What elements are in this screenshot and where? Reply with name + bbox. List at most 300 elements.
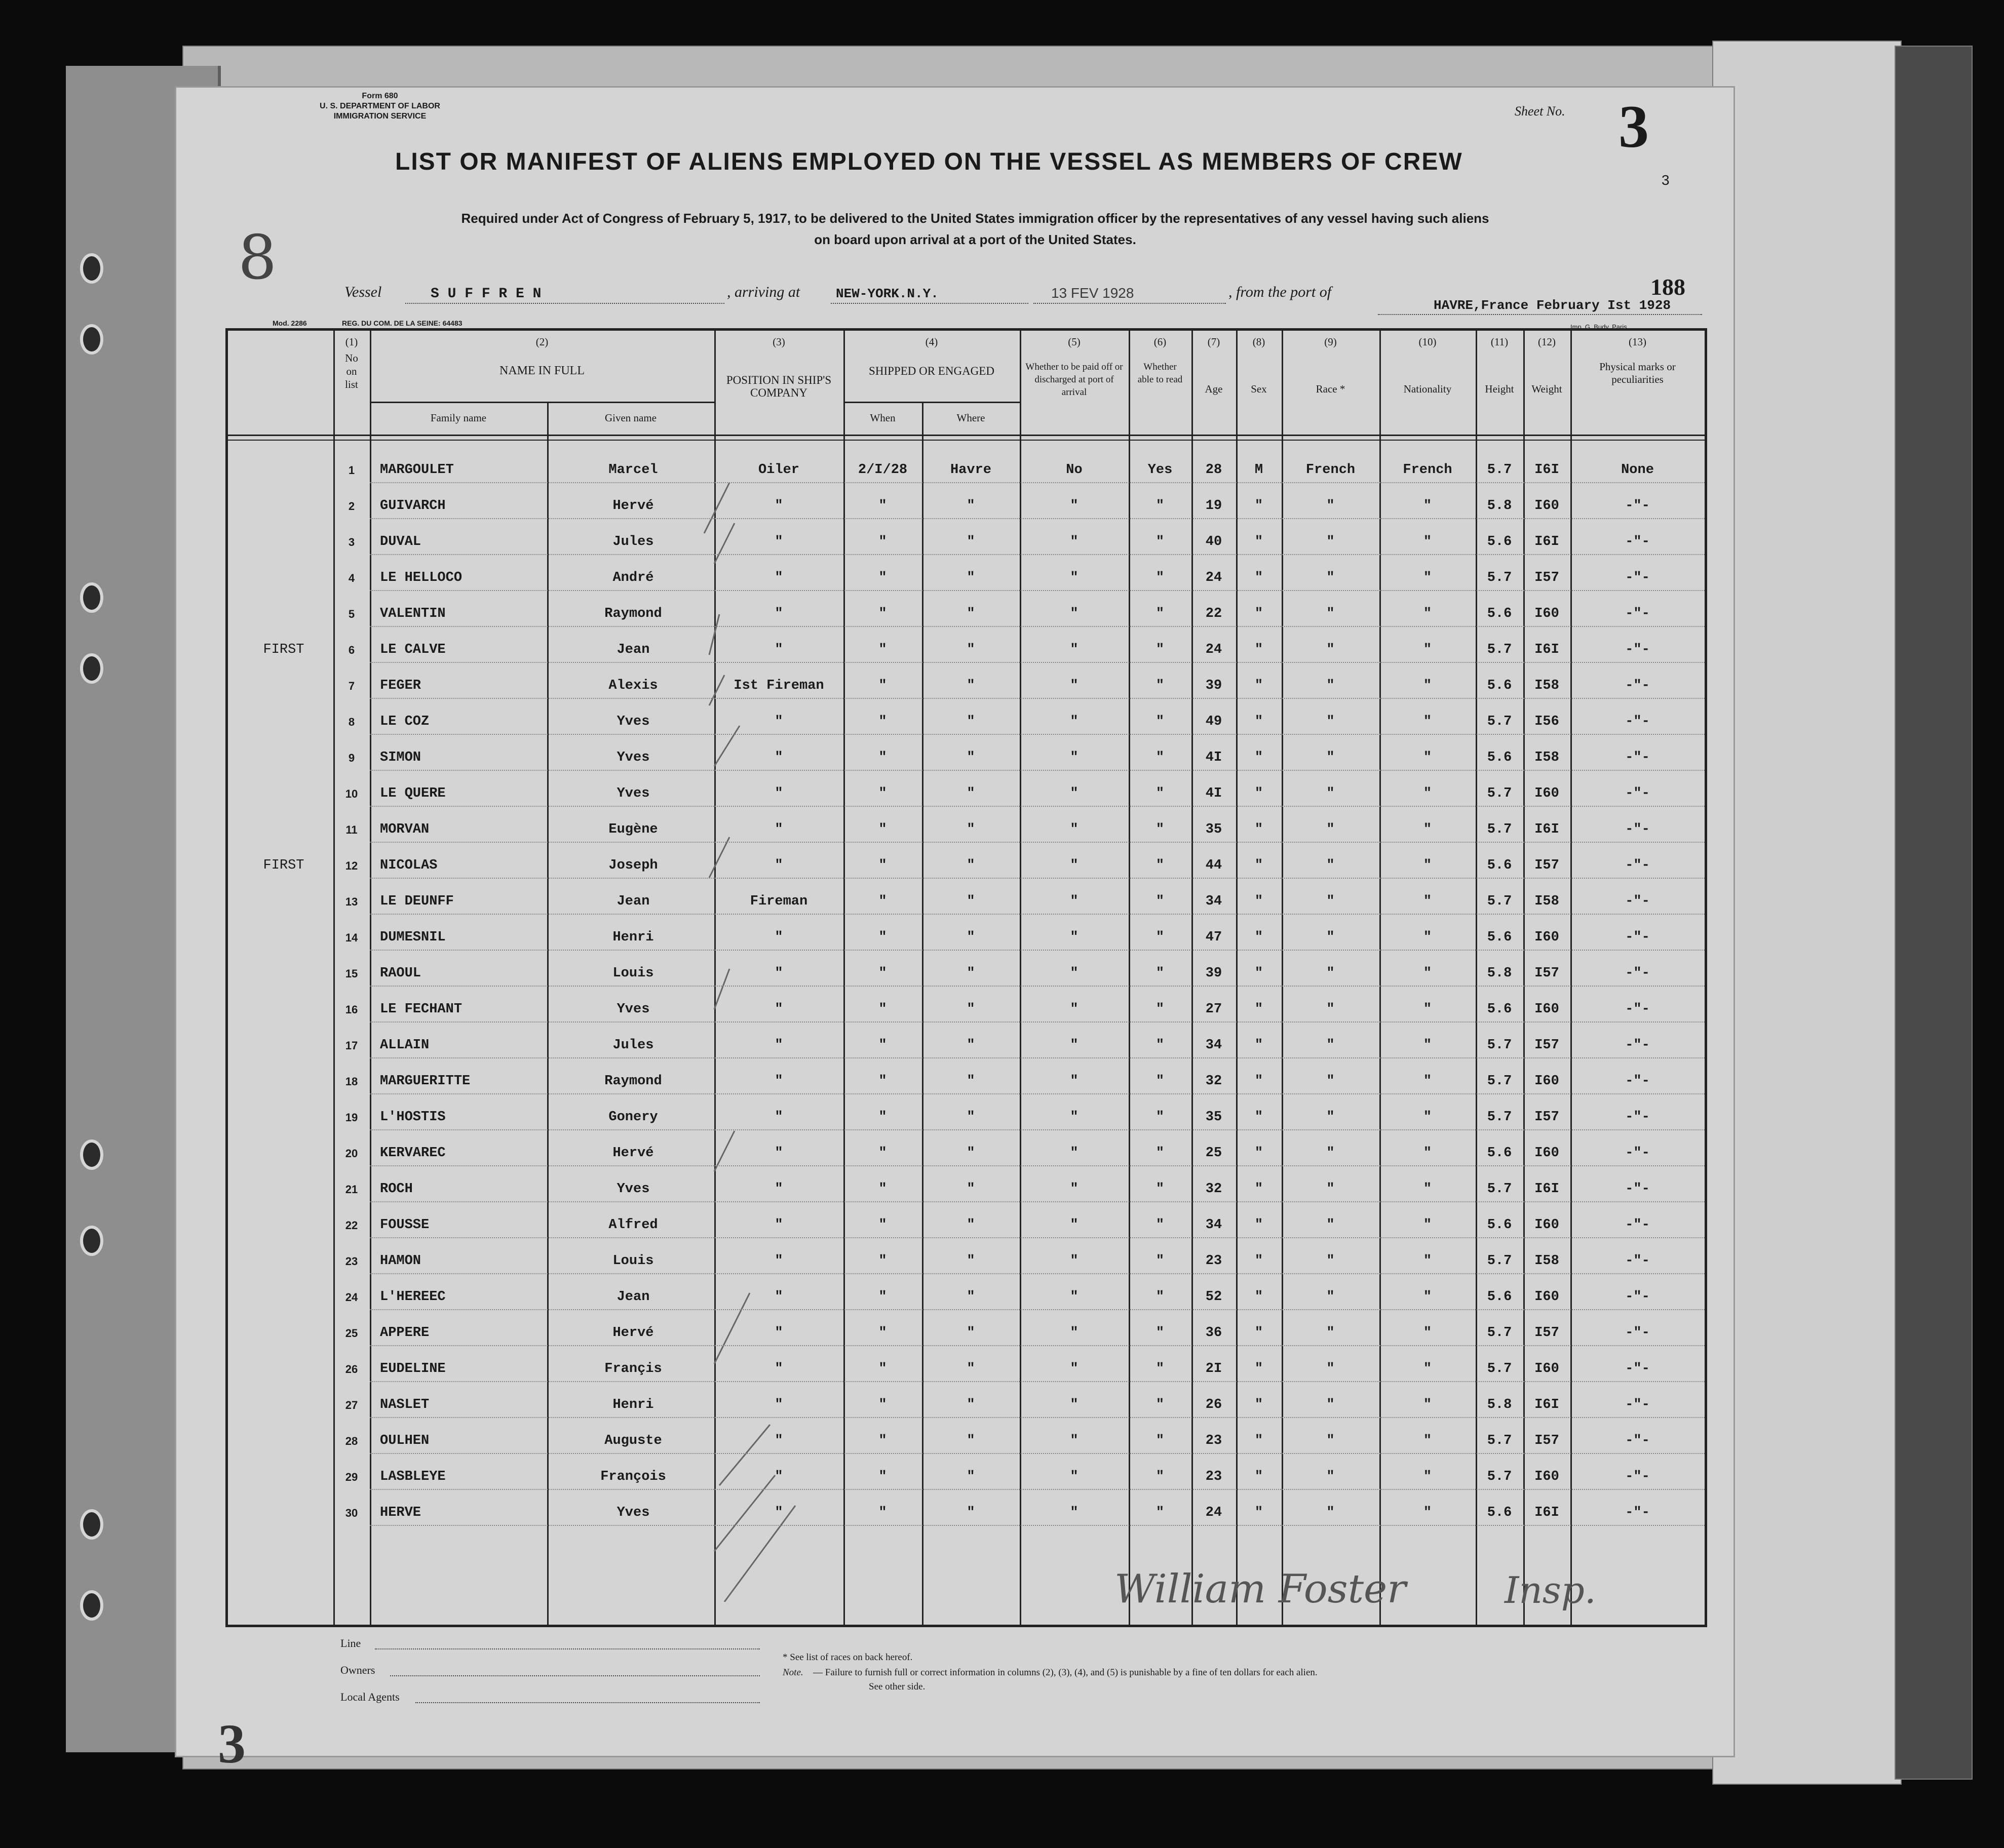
binder-hole xyxy=(80,324,103,355)
sex: " xyxy=(1254,1361,1263,1377)
sex: " xyxy=(1254,1325,1263,1341)
arrival-date-stamp: 13 FEV 1928 xyxy=(1051,285,1134,301)
weight: I6I xyxy=(1534,1505,1559,1520)
given-name: Louis xyxy=(612,966,654,981)
col-4-label: SHIPPED OR ENGAGED xyxy=(869,365,994,377)
row-dotted-rule xyxy=(370,805,1705,807)
paid-off: " xyxy=(1070,498,1078,514)
col-6-label: Whether able to read xyxy=(1137,362,1183,385)
col-12-header xyxy=(1523,336,1570,396)
age: 39 xyxy=(1205,966,1222,981)
sex: M xyxy=(1254,462,1263,478)
margin-note xyxy=(238,524,329,560)
row-dotted-rule xyxy=(370,589,1705,591)
height: 5.6 xyxy=(1487,606,1512,621)
binder-hole xyxy=(80,582,103,613)
age: 35 xyxy=(1205,822,1222,837)
col-10-number: (10) xyxy=(1418,336,1437,348)
physical-marks: -"- xyxy=(1625,1505,1650,1520)
shipped-when: " xyxy=(878,642,887,657)
race: " xyxy=(1326,858,1335,873)
physical-marks: -"- xyxy=(1625,606,1650,621)
table-row xyxy=(228,452,1705,488)
header-rule xyxy=(370,402,714,403)
race: " xyxy=(1326,1146,1335,1161)
physical-marks: -"- xyxy=(1625,570,1650,585)
shipped-when: " xyxy=(878,1110,887,1125)
nationality: " xyxy=(1423,606,1432,621)
position: " xyxy=(775,1038,783,1053)
row-dotted-rule xyxy=(370,1056,1705,1058)
margin-note xyxy=(238,452,329,488)
able-to-read: " xyxy=(1155,1325,1165,1341)
shipped-when: " xyxy=(878,570,887,585)
able-to-read: " xyxy=(1155,1110,1165,1125)
sex: " xyxy=(1254,714,1263,729)
binder-hole xyxy=(80,1590,103,1621)
weight: I6I xyxy=(1534,1397,1559,1412)
physical-marks: -"- xyxy=(1625,1253,1650,1269)
height: 5.7 xyxy=(1487,462,1512,478)
row-number: 13 xyxy=(345,895,358,908)
height: 5.6 xyxy=(1487,1217,1512,1233)
paid-off: " xyxy=(1070,894,1078,909)
height: 5.7 xyxy=(1487,1325,1512,1341)
margin-note xyxy=(238,1423,329,1459)
row-dotted-rule xyxy=(370,1452,1705,1454)
col-4b-header: Where xyxy=(956,412,985,424)
owners-dotted xyxy=(390,1675,760,1676)
port-dotted-line xyxy=(1378,314,1702,315)
margin-note xyxy=(238,1495,329,1531)
weight: I58 xyxy=(1534,750,1559,765)
sex: " xyxy=(1254,1289,1263,1305)
physical-marks: -"- xyxy=(1625,1217,1650,1233)
age: 22 xyxy=(1205,606,1222,621)
age: 47 xyxy=(1205,930,1222,945)
family-name: DUMESNIL xyxy=(380,930,446,945)
shipped-where: " xyxy=(967,1182,975,1197)
age: 44 xyxy=(1205,858,1222,873)
row-number: 9 xyxy=(348,752,355,764)
col-7-header xyxy=(1191,336,1236,396)
family-name: HERVE xyxy=(380,1505,421,1520)
row-number: 24 xyxy=(345,1291,358,1304)
sex: " xyxy=(1254,750,1263,765)
race: " xyxy=(1326,1182,1335,1197)
sex: " xyxy=(1254,1002,1263,1017)
given-name: Hervé xyxy=(612,498,654,514)
paid-off: " xyxy=(1070,966,1078,981)
row-number: 15 xyxy=(345,967,358,980)
row-dotted-rule xyxy=(370,877,1705,879)
shipped-where: " xyxy=(967,1361,975,1377)
sex: " xyxy=(1254,534,1263,549)
position: " xyxy=(775,822,783,837)
age: 34 xyxy=(1205,894,1222,909)
col-5-number: (5) xyxy=(1068,336,1081,348)
row-dotted-rule xyxy=(370,1380,1705,1382)
paid-off: " xyxy=(1070,1433,1078,1448)
position: " xyxy=(775,1505,783,1520)
age: 4I xyxy=(1205,786,1222,801)
row-number: 23 xyxy=(345,1255,358,1268)
given-name: Alexis xyxy=(608,678,658,693)
nationality: " xyxy=(1423,894,1432,909)
race: " xyxy=(1326,678,1335,693)
col-8-label: Sex xyxy=(1251,383,1267,395)
row-dotted-rule xyxy=(370,625,1705,627)
row-number: 10 xyxy=(345,788,358,800)
row-dotted-rule xyxy=(370,949,1705,951)
able-to-read: " xyxy=(1155,786,1165,801)
table-row xyxy=(228,1351,1705,1387)
binder-hole xyxy=(80,1139,103,1170)
col-13-number: (13) xyxy=(1629,336,1646,348)
nationality: French xyxy=(1403,462,1452,478)
corner-sheet-number: 3 xyxy=(218,1713,246,1775)
nationality: " xyxy=(1423,1289,1432,1305)
paid-off: " xyxy=(1070,1325,1078,1341)
margin-note xyxy=(238,1207,329,1243)
row-number: 3 xyxy=(348,536,355,548)
family-name: LASBLEYE xyxy=(380,1469,446,1484)
nationality: " xyxy=(1423,1038,1432,1053)
shipped-where: " xyxy=(967,570,975,585)
binder-hole xyxy=(80,1226,103,1256)
family-name: NICOLAS xyxy=(380,858,438,873)
physical-marks: -"- xyxy=(1625,1146,1650,1161)
position: " xyxy=(775,534,783,549)
given-name: Henri xyxy=(612,930,654,945)
page-title: LIST OR MANIFEST OF ALIENS EMPLOYED ON THE VESSEL AS MEMBERS OF CREW xyxy=(395,148,1463,175)
row-number: 19 xyxy=(345,1111,358,1124)
family-name: VALENTIN xyxy=(380,606,446,621)
paid-off: " xyxy=(1070,1002,1078,1017)
physical-marks: -"- xyxy=(1625,966,1650,981)
inspector-title: Insp. xyxy=(1505,1569,1596,1611)
race: " xyxy=(1326,1361,1335,1377)
able-to-read: Yes xyxy=(1147,462,1173,478)
margin-note xyxy=(238,1135,329,1171)
subtitle-line-2: on board upon arrival at a port of the United States. xyxy=(814,232,1136,247)
given-name: Yves xyxy=(616,1505,650,1520)
table-row xyxy=(228,1459,1705,1495)
position: " xyxy=(775,1253,783,1269)
able-to-read: " xyxy=(1155,1289,1165,1305)
able-to-read: " xyxy=(1155,858,1165,873)
height: 5.8 xyxy=(1487,1397,1512,1412)
paid-off: " xyxy=(1070,570,1078,585)
race: " xyxy=(1326,786,1335,801)
paid-off: " xyxy=(1070,1505,1078,1520)
position: Fireman xyxy=(750,894,808,909)
row-number: 4 xyxy=(348,572,355,584)
note-label: Note. xyxy=(783,1667,803,1678)
row-number: 14 xyxy=(345,931,358,944)
paid-off: " xyxy=(1070,1397,1078,1412)
race: " xyxy=(1326,1469,1335,1484)
paid-off: " xyxy=(1070,678,1078,693)
col-13-label: Physical marks or peculiarities xyxy=(1599,361,1676,385)
height: 5.6 xyxy=(1487,1002,1512,1017)
able-to-read: " xyxy=(1155,894,1165,909)
shipped-when: " xyxy=(878,678,887,693)
able-to-read: " xyxy=(1155,714,1165,729)
given-name: Yves xyxy=(616,786,650,801)
family-name: LE DEUNFF xyxy=(380,894,454,909)
height: 5.7 xyxy=(1487,1074,1512,1089)
physical-marks: -"- xyxy=(1625,786,1650,801)
position: " xyxy=(775,1361,783,1377)
position: " xyxy=(775,930,783,945)
given-name: Yves xyxy=(616,1182,650,1197)
sheet-small-number: 3 xyxy=(1662,172,1670,188)
position: " xyxy=(775,1217,783,1233)
row-dotted-rule xyxy=(370,1020,1705,1023)
weight: I57 xyxy=(1534,1325,1559,1341)
physical-marks: -"- xyxy=(1625,1289,1650,1305)
see-other-side: See other side. xyxy=(869,1681,926,1692)
weight: I6I xyxy=(1534,822,1559,837)
header-rule xyxy=(228,440,1705,441)
col-4-header xyxy=(843,336,1020,377)
height: 5.6 xyxy=(1487,534,1512,549)
position: Oiler xyxy=(758,462,799,478)
col-8-number: (8) xyxy=(1252,336,1265,348)
col-5-label: Whether to be paid off or discharged at port of arrival xyxy=(1025,362,1123,398)
weight: I6I xyxy=(1534,1182,1559,1197)
family-name: NASLET xyxy=(380,1397,430,1412)
shipped-where: " xyxy=(967,858,975,873)
sheet-number: 3 xyxy=(1618,93,1649,160)
race: French xyxy=(1305,462,1356,478)
shipped-when: " xyxy=(878,1433,887,1448)
shipped-where: " xyxy=(967,822,975,837)
weight: I57 xyxy=(1534,1433,1559,1448)
paid-off: " xyxy=(1070,642,1078,657)
family-name: GUIVARCH xyxy=(380,498,446,514)
given-name: Hervé xyxy=(612,1325,654,1341)
sex: " xyxy=(1254,1146,1263,1161)
margin-note xyxy=(238,560,329,596)
height: 5.8 xyxy=(1487,498,1512,514)
height: 5.6 xyxy=(1487,750,1512,765)
header-rule xyxy=(228,435,1705,436)
row-dotted-rule xyxy=(370,1272,1705,1274)
height: 5.7 xyxy=(1487,1253,1512,1269)
row-number: 20 xyxy=(345,1147,358,1160)
binder-hole xyxy=(80,253,103,284)
row-dotted-rule xyxy=(370,841,1705,843)
margin-note xyxy=(238,956,329,992)
age: 24 xyxy=(1205,1505,1222,1520)
paid-off: " xyxy=(1070,750,1078,765)
age: 27 xyxy=(1205,1002,1222,1017)
age: 24 xyxy=(1205,570,1222,585)
race: " xyxy=(1326,1002,1335,1017)
weight: I56 xyxy=(1534,714,1559,729)
race: " xyxy=(1326,1110,1335,1125)
height: 5.7 xyxy=(1487,1433,1512,1448)
port-label: , from the port of xyxy=(1228,284,1332,300)
row-dotted-rule xyxy=(370,1344,1705,1346)
able-to-read: " xyxy=(1155,750,1165,765)
table-row xyxy=(228,1315,1705,1351)
position: " xyxy=(775,1469,783,1484)
table-row xyxy=(228,776,1705,812)
sex: " xyxy=(1254,570,1263,585)
able-to-read: " xyxy=(1155,822,1165,837)
paid-off: " xyxy=(1070,858,1078,873)
footer-line-label: Line xyxy=(340,1637,361,1649)
shipped-where: " xyxy=(967,966,975,981)
race: " xyxy=(1326,750,1335,765)
given-name: André xyxy=(612,570,654,585)
shipped-where: " xyxy=(967,1002,975,1017)
margin-note xyxy=(238,1064,329,1099)
binder-hole xyxy=(80,1509,103,1540)
nationality: " xyxy=(1423,966,1432,981)
age: 39 xyxy=(1205,678,1222,693)
given-name: Yves xyxy=(616,714,650,729)
family-name: LE CALVE xyxy=(380,642,446,657)
table-row xyxy=(228,1243,1705,1279)
margin-pencil-mark: 8 xyxy=(238,223,277,293)
height: 5.8 xyxy=(1487,966,1512,981)
table-row xyxy=(228,956,1705,992)
subtitle-line-1: Required under Act of Congress of February 5, 1917, to be delivered to the United States immigration officer by the representatives of any vessel having such aliens xyxy=(461,211,1489,226)
row-number: 17 xyxy=(345,1039,358,1052)
nationality: " xyxy=(1423,1002,1432,1017)
row-dotted-rule xyxy=(370,1164,1705,1166)
weight: I57 xyxy=(1534,858,1559,873)
department: U. S. DEPARTMENT OF LABOR xyxy=(320,102,440,110)
race: " xyxy=(1326,1289,1335,1305)
race: " xyxy=(1326,1505,1335,1520)
race: " xyxy=(1326,498,1335,514)
shipped-when: " xyxy=(878,534,887,549)
col-9-number: (9) xyxy=(1324,336,1337,348)
race: " xyxy=(1326,894,1335,909)
col-8-header xyxy=(1236,336,1282,396)
weight: I6I xyxy=(1534,462,1559,478)
row-dotted-rule xyxy=(370,1308,1705,1310)
table-row xyxy=(228,812,1705,848)
row-number: 16 xyxy=(345,1003,358,1016)
age: 49 xyxy=(1205,714,1222,729)
physical-marks: -"- xyxy=(1625,1074,1650,1089)
paid-off: " xyxy=(1070,822,1078,837)
footer-owners-label: Owners xyxy=(340,1664,375,1676)
shipped-where: " xyxy=(967,786,975,801)
race: " xyxy=(1326,822,1335,837)
row-number: 6 xyxy=(348,644,355,656)
shipped-when: " xyxy=(878,1146,887,1161)
nationality: " xyxy=(1423,750,1432,765)
height: 5.7 xyxy=(1487,822,1512,837)
nationality: " xyxy=(1423,1253,1432,1269)
margin-note xyxy=(238,704,329,740)
weight: I57 xyxy=(1534,570,1559,585)
shipped-where: " xyxy=(967,498,975,514)
paid-off: " xyxy=(1070,786,1078,801)
nationality: " xyxy=(1423,1146,1432,1161)
given-name: Jules xyxy=(612,534,654,549)
weight: I57 xyxy=(1534,1038,1559,1053)
table-row xyxy=(228,488,1705,524)
row-dotted-rule xyxy=(370,1416,1705,1418)
position: Ist Fireman xyxy=(734,678,824,693)
shipped-when: " xyxy=(878,1469,887,1484)
back-sheet xyxy=(1712,41,1902,1785)
row-dotted-rule xyxy=(370,1488,1705,1490)
shipped-when: " xyxy=(878,1038,887,1053)
sex: " xyxy=(1254,642,1263,657)
line-dotted xyxy=(375,1648,760,1649)
sex: " xyxy=(1254,1038,1263,1053)
position: " xyxy=(775,570,783,585)
vessel-name: S U F F R E N xyxy=(431,286,542,302)
weight: I6I xyxy=(1534,534,1559,549)
table-row xyxy=(228,524,1705,560)
given-name: Jean xyxy=(616,1289,650,1305)
shipped-when: " xyxy=(878,750,887,765)
table-row xyxy=(228,740,1705,776)
given-name: Gonery xyxy=(608,1110,658,1125)
race: " xyxy=(1326,1433,1335,1448)
row-number: 18 xyxy=(345,1075,358,1088)
header-rule xyxy=(843,402,1020,403)
position: " xyxy=(775,858,783,873)
family-name: LE QUERE xyxy=(380,786,446,801)
shipped-when: " xyxy=(878,1361,887,1377)
arriving-label: , arriving at xyxy=(727,284,800,300)
position: " xyxy=(775,498,783,514)
family-name: HAMON xyxy=(380,1253,421,1269)
sex: " xyxy=(1254,930,1263,945)
sex: " xyxy=(1254,1253,1263,1269)
given-name: Louis xyxy=(612,1253,654,1269)
given-name: Yves xyxy=(616,1002,650,1017)
shipped-where: " xyxy=(967,534,975,549)
race: " xyxy=(1326,534,1335,549)
col-1-number: (1) xyxy=(345,336,358,348)
family-name: FOUSSE xyxy=(380,1217,430,1233)
family-name: MARGUERITTE xyxy=(380,1074,471,1089)
paid-off: " xyxy=(1070,1469,1078,1484)
paid-off: " xyxy=(1070,1110,1078,1125)
family-name: FEGER xyxy=(380,678,421,693)
sex: " xyxy=(1254,1433,1263,1448)
able-to-read: " xyxy=(1155,1146,1165,1161)
position: " xyxy=(775,642,783,657)
position: " xyxy=(775,606,783,621)
height: 5.6 xyxy=(1487,1505,1512,1520)
given-name: Françis xyxy=(604,1361,662,1377)
position: " xyxy=(775,1289,783,1305)
weight: I60 xyxy=(1534,1146,1559,1161)
race: " xyxy=(1326,1325,1335,1341)
weight: I60 xyxy=(1534,1469,1559,1484)
row-dotted-rule xyxy=(370,517,1705,519)
family-name: LE FECHANT xyxy=(380,1002,463,1017)
nationality: " xyxy=(1423,570,1432,585)
col-2-number: (2) xyxy=(535,336,549,348)
age: 23 xyxy=(1205,1469,1222,1484)
family-name: OULHEN xyxy=(380,1433,430,1448)
position: " xyxy=(775,1397,783,1412)
